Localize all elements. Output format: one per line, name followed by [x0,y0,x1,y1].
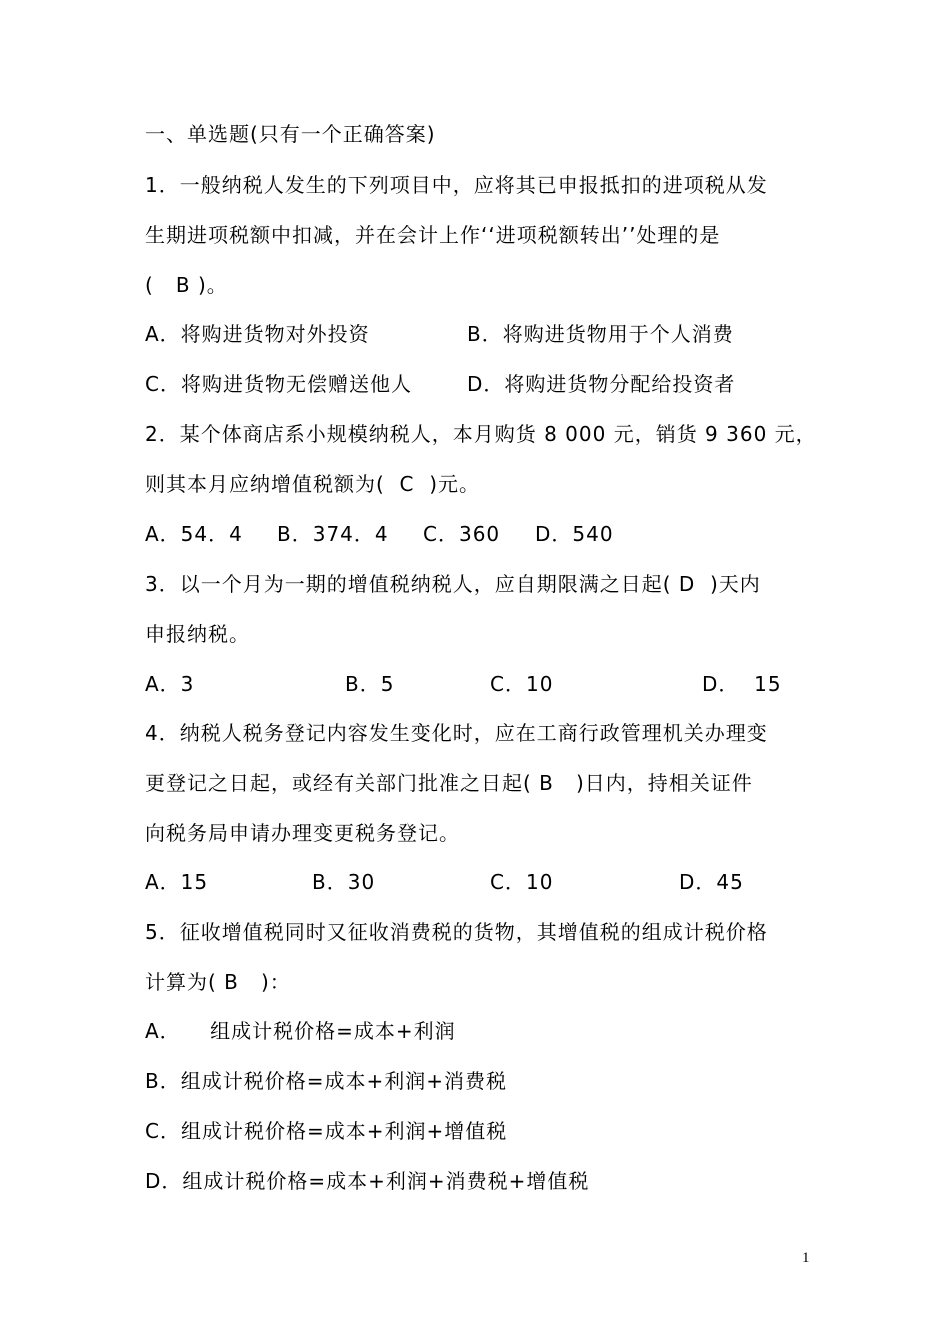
q2-option-a: A．54．4 [145,522,243,546]
q4-option-a: A．15 [145,870,209,894]
q2-stem-line2: 则其本月应纳增值税额为( C )元。 [145,472,480,496]
q4-stem-line1: 4．纳税人税务登记内容发生变化时，应在工商行政管理机关办理变 [145,721,768,745]
q2-option-d: D．540 [535,522,614,546]
q3-option-d: D． 15 [702,672,782,696]
q1-option-d: D．将购进货物分配给投资者 [467,372,736,396]
q5-option-b: B．组成计税价格=成本+利润+消费税 [145,1069,507,1093]
q4-option-d: D．45 [679,870,744,894]
page-number: 1 [802,1250,810,1266]
q3-option-c: C．10 [490,672,554,696]
q5-option-a: A． 组成计税价格=成本+利润 [145,1019,456,1043]
q1-stem-line1: 1．一般纳税人发生的下列项目中，应将其已申报抵扣的进项税从发 [145,173,768,197]
q2-option-c: C．360 [423,522,501,546]
q4-stem-line3: 向税务局申请办理变更税务登记。 [145,821,460,845]
q1-stem-line3: ( B )。 [145,273,228,297]
q4-stem-line2: 更登记之日起，或经有关部门批准之日起( B )日内，持相关证件 [145,771,753,795]
q2-stem-line1: 2．某个体商店系小规模纳税人，本月购货 8 000 元，销货 9 360 元， [145,422,817,446]
q5-option-c: C．组成计税价格=成本+利润+增值税 [145,1119,508,1143]
q5-option-d: D．组成计税价格=成本+利润+消费税+增值税 [145,1169,590,1193]
section-title: 一、单选题(只有一个正确答案) [145,122,436,146]
q3-option-a: A．3 [145,672,195,696]
q1-stem-line2: 生期进项税额中扣减，并在会计上作‘‘进项税额转出’’处理的是 [145,223,721,247]
q3-stem-line2: 申报纳税。 [145,622,250,646]
q3-stem-line1: 3．以一个月为一期的增值税纳税人，应自期限满之日起( D )天内 [145,572,761,596]
q5-stem-line2: 计算为( B )： [145,970,291,994]
q4-option-b: B．30 [312,870,376,894]
q5-stem-line1: 5．征收增值税同时又征收消费税的货物，其增值税的组成计税价格 [145,920,768,944]
q2-option-b: B．374．4 [277,522,389,546]
q4-option-c: C．10 [490,870,554,894]
q3-option-b: B．5 [345,672,395,696]
q1-option-a: A．将购进货物对外投资 [145,322,370,346]
q1-option-b: B．将购进货物用于个人消费 [467,322,734,346]
q1-option-c: C．将购进货物无偿赠送他人 [145,372,412,396]
